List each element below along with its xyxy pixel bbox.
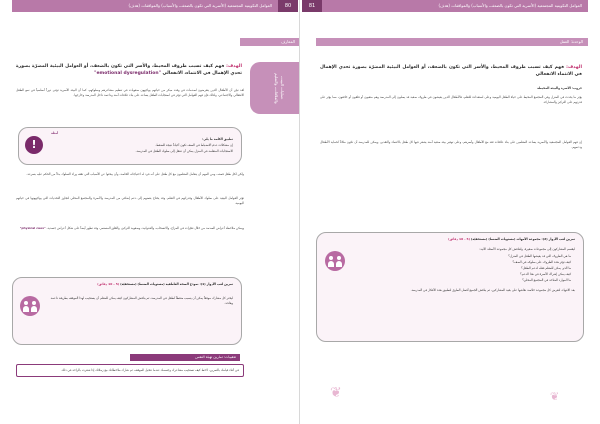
- left-example-title: تطبيق الكلمة ما يلي:: [202, 137, 233, 141]
- right-paragraph-2: إن فهم العوامل المجتمعية والأسرية يساعد المعلمين على بناء علاقات ثقة مع الأطفال وأسرهم، وعلى توفير بيئة صفية آمنة يشعر فيها كل طفل بالانتماء والتقدير، ويمكن للمدرسة أن تكون مكاناً لحماية الأطفال ودعمهم.: [320, 140, 582, 149]
- right-activity-item: كيف يمكن إشراك الأسرة في هذا الدعم؟: [520, 272, 571, 276]
- left-running-header: العوامل التكوينية المجتمعية (الأسرية التي تكون بالضعف، والأسباب) والمواقفات (هدف): [12, 0, 278, 12]
- side-tab-label: عمليات البيت، والعلاقات، والتعليم: [274, 72, 285, 104]
- left-example-item: إن مشكلات عدم الانضباط في الصف تكون أحياناً نتيجة للضغط.: [155, 143, 233, 147]
- left-goal: [16, 63, 242, 77]
- right-activity-item: ما الموارد المتاحة في المجتمع المحلي؟: [522, 278, 571, 282]
- right-activity-box: [316, 232, 584, 342]
- left-body-paragraph-2: تؤثر العوامل البيئية على سلوك الأطفال وقدراتهم في التعلم، وقد يحتاج بعضهم إلى دعم إضافي من المدرسة والأسرة والمجتمع المحلي لتجاوز التحديات التي يواجهونها في حياتهم اليومية.: [16, 196, 244, 205]
- people-icon: [20, 296, 40, 316]
- right-activity-closing: بعد الانتهاء، لتعرض كل مجموعة خلاصة نقاشها على بقية المشاركين، ثم يناقش الجميع أفضل الطرق لتطبيق هذه الأفكار في المدرسة.: [410, 288, 575, 292]
- people-icon: [325, 251, 345, 271]
- left-example-box: [18, 127, 242, 165]
- left-section-bar: المعارف: [240, 38, 300, 46]
- right-activity-time: (5 - 10 دقائق): [448, 237, 470, 241]
- left-goal-label: الهدف:: [226, 64, 242, 69]
- right-activity-title: [325, 237, 575, 242]
- left-activity-title: [21, 282, 233, 287]
- butterfly-icon: ❦: [550, 390, 560, 403]
- left-body-term: "physical cues": [19, 226, 46, 230]
- left-body-paragraph-3-text: ويمكن ملاحظة أعراض الصدمة من خلال تغيّرات في المزاج، والانسحاب، والعدوانية، وصعوبة التركيز، والقلق المستمر، وقد تظهر أيضاً على شكل أعراض جسدية.: [46, 226, 244, 230]
- left-example-item: الاستجابات المتعلمة في المنزل يمكن أن تنتقل إلى سلوك الطفل في المدرسة.: [135, 149, 233, 153]
- left-example-label: أمثلة: [51, 131, 59, 135]
- right-running-header: العوامل التكوينية المجتمعية (الأسرية التي تكون بالضعف، والأسباب) والمواقفات (هدف): [322, 0, 588, 12]
- side-tab: [250, 62, 300, 114]
- right-activity-item: ما هي الظروف التي قد يعيشها الطفل في المنزل؟: [508, 254, 571, 258]
- left-activity-box: [12, 277, 242, 345]
- right-section-heading: حروب: الأسرة والبيئة المحيطة: [537, 86, 582, 90]
- right-activity-item: ما الذي يمكن للمعلم فعله لدعم الطفل؟: [521, 266, 571, 270]
- left-goal-term: "emotional dysregulation": [94, 71, 161, 76]
- right-section-bar: الوحدة: العمل: [316, 38, 588, 46]
- left-activity-text: ليختر كل مشارك موقفاً يمكن أن يسبب ضغطاً لطفل في المدرسة، ثم يناقش المشاركون كيف يمكن للمعلم أن يستجيب لهذا الموقف بطريقة داعمة وهادئة.: [50, 296, 233, 305]
- right-goal-text: فهم كيف تسبب ظروف المحيط، والأسر التي تكون بالضعف، أو العوامل البيئية المضرّة بصورة تحدي الإهمال في الانتماء الانفعالي: [320, 65, 582, 77]
- exclamation-icon: !: [25, 136, 43, 154]
- left-goal-text: فهم كيف تسبب ظروف المحيط، والأسر التي تكون بالضعف، أو العوامل البيئية المضرّة بصورة تحدي الإهمال في الانتماء، الانفعالي: [16, 64, 242, 76]
- left-body-paragraph-1: ولكن لكل طفل قصته، ومن المهم أن يتعامل المعلمون مع كل طفل على أنه فرد له احتياجاته الخاصة، وأن يبحثوا عن الأسباب التي تقف وراء السلوك بدلاً من الحكم عليه بسرعة.: [26, 172, 244, 176]
- left-body-paragraph-3: [16, 226, 244, 231]
- left-activity-title-text: تمرين لعب الأدوار (1): نموذج الصحة العاطفية (مستويات الضغط) (مستحقيّة): [120, 282, 233, 286]
- butterfly-icon: ❦: [330, 385, 342, 401]
- left-reflection-text: في أثناء قيامك بالتمرين، لاحظ كيف تستجيب مشاعرك وجسمك عندما تتخيل الموقف، ثم شارك ملاحظاتك مع زملائك إذا شعرت بالراحة في ذلك.: [16, 364, 244, 377]
- left-reflection-heading: تعقيبات: تمارين تهيئة النفس: [130, 354, 240, 361]
- left-activity-time: (5 - 10 دقائق): [97, 282, 120, 286]
- left-intro-paragraph: لقد تبيّن أن الأطفال الذين يتعرضون لصدمات في وقت مبكر من حياتهم يواجهون صعوبات في تنظيم مشاعرهم وسلوكهم، كما أن البيئة الأسرية تؤدي دوراً أساسياً في نمو الطفل الانفعالي والاجتماعي، ولذلك فإن فهم العوامل التي تؤثر في استجابات الطفل يساعد على بناء علاقات آمنة وداعمة داخل المدرسة وخارجها.: [16, 88, 244, 97]
- right-activity-intro: ليقسم المشاركون إلى مجموعات صغيرة، ولتناقش كل مجموعة الأسئلة الآتية:: [479, 247, 575, 251]
- right-paragraph-1: يؤثر ما يحدث في المنزل وفي المجتمع المحيط على حياة الطفل اليومية وعلى استعداده للتعلم، فالأطفال الذين يعيشون في ظروف صعبة قد يصلون إلى المدرسة وهم متعبون أو قلقون أو خائفون، مما يؤثر على قدرتهم على التركيز والمشاركة.: [320, 95, 582, 104]
- right-page: [300, 0, 600, 424]
- right-goal-label: الهدف:: [566, 65, 582, 70]
- right-activity-item: كيف تؤثر هذه الظروف على سلوكه في الصف؟: [512, 260, 571, 264]
- right-activity-title-text: تمرين لعب الأدوار (2): مجموعة الأمهات (مستويات الضغط) (مستحقيّة): [471, 237, 575, 241]
- left-page-number: 80: [278, 0, 298, 12]
- right-page-number: 81: [302, 0, 322, 12]
- right-goal: [320, 64, 582, 78]
